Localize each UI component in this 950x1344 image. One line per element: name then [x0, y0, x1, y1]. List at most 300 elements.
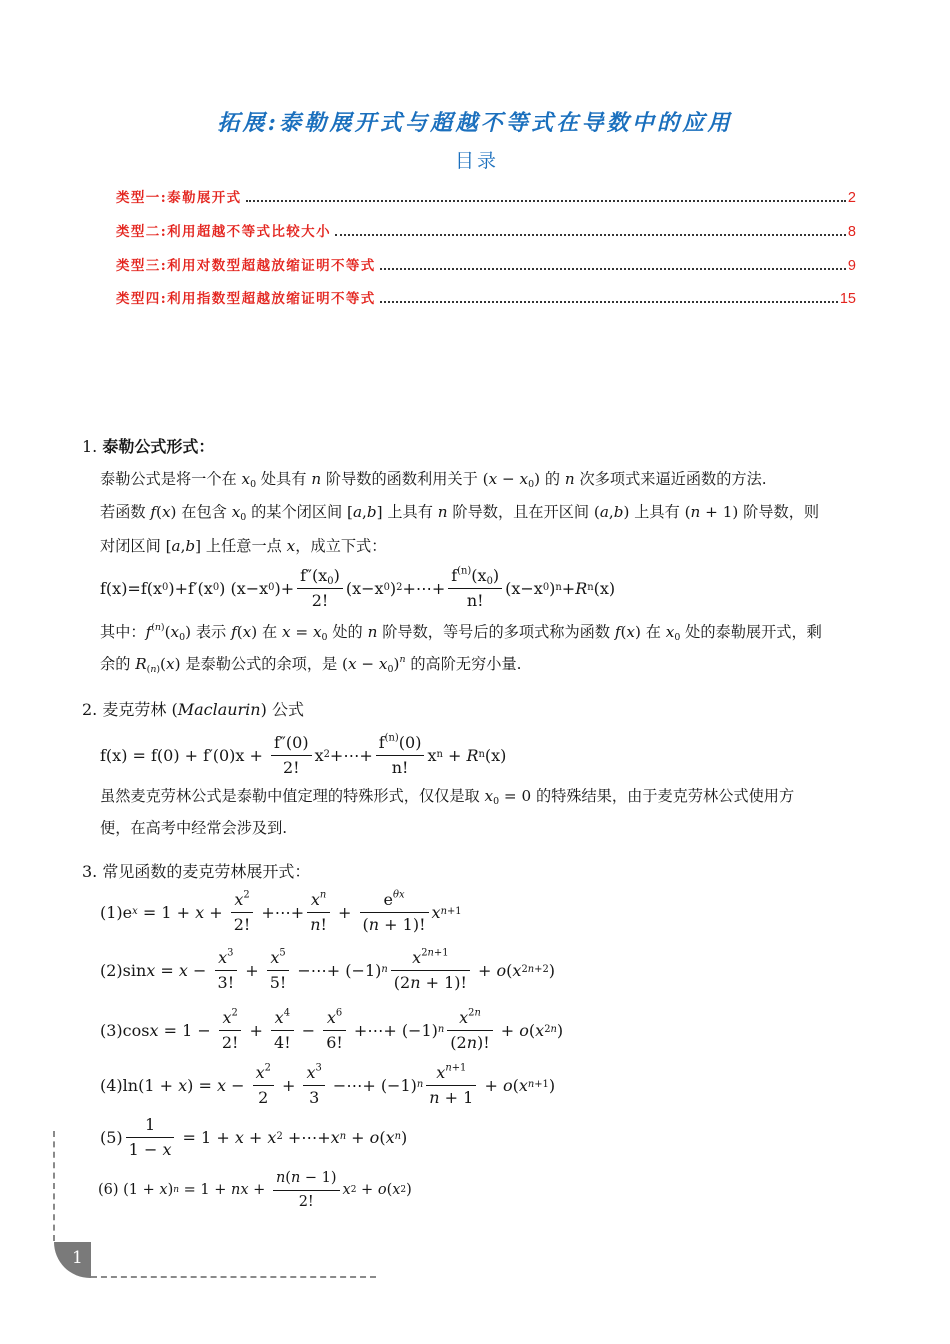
text-run: (: [285, 1170, 291, 1187]
math-variable: x: [459, 1007, 469, 1027]
math-variable: f: [231, 623, 237, 641]
superscript: [421, 947, 448, 958]
text-run: 2: [276, 1131, 283, 1142]
bold-text: 泰勒公式形式：: [102, 437, 215, 456]
text-run: +: [332, 902, 357, 922]
text-run: +: [561, 578, 576, 598]
text-run: ): [492, 565, 500, 585]
fraction-numerator: [219, 1008, 242, 1031]
text-run: ) 在包含: [170, 503, 232, 521]
text-run: + 1)!: [420, 972, 467, 992]
math-variable: n: [527, 964, 535, 975]
text-run: (x−x: [345, 578, 384, 598]
text-run: 6!: [326, 1032, 343, 1052]
fraction: [360, 890, 429, 935]
math-variable: n: [173, 1185, 180, 1195]
text-run: 2: [264, 1062, 271, 1074]
math-variable: x: [330, 1127, 340, 1147]
text-run: ) 是泰勒公式的余项，是 (: [174, 655, 348, 673]
text-run: +⋯+ (−1): [348, 1020, 438, 1040]
text-run: 5!: [269, 972, 287, 992]
math-variable: x: [267, 1127, 277, 1147]
text-run: e: [383, 889, 393, 909]
fraction-numerator: [391, 948, 470, 971]
math-variable: n: [275, 1170, 286, 1187]
text-run: ) 在: [634, 623, 666, 641]
text-run: 2: [231, 1007, 238, 1019]
text-run: ): [548, 960, 555, 980]
text-run: +1: [446, 906, 462, 917]
fraction-denominator: [323, 1031, 346, 1053]
toc-page-number: 9: [847, 258, 856, 274]
text-run: 0: [486, 575, 493, 587]
table-of-contents: [116, 186, 856, 321]
text-run: 2: [350, 1185, 357, 1195]
text-run: 2: [258, 1087, 269, 1107]
math-variable: o: [377, 1182, 387, 1198]
toc-page-number: 8: [847, 224, 856, 240]
math-variable: x: [274, 1007, 284, 1027]
fraction-numerator: [303, 1063, 324, 1086]
text-run: )!: [477, 1032, 490, 1052]
section-2-heading: [82, 700, 304, 720]
section-2-paragraph-line: [100, 786, 794, 806]
page-number: 1: [72, 1248, 83, 1268]
text-run: + 1: [439, 1087, 474, 1107]
superscript: [279, 947, 285, 958]
math-variable: Maclaurin: [177, 700, 261, 719]
fraction: [271, 733, 312, 778]
math-variable: x: [306, 1062, 316, 1082]
text-run: (n): [384, 732, 399, 744]
fraction: [303, 1063, 324, 1108]
fraction-denominator: [307, 913, 330, 935]
fraction: [391, 948, 470, 993]
math-variable: n: [381, 964, 388, 975]
fraction: [231, 890, 254, 935]
text-run: +⋯+: [329, 745, 373, 765]
text-run: 2!: [298, 1193, 314, 1210]
math-variable: n: [154, 621, 161, 633]
math-variable: x: [195, 902, 205, 922]
fraction-denominator: [273, 1191, 340, 1211]
text-run: 次多项式来逼近函数的方法.: [574, 470, 767, 488]
superscript: [393, 889, 405, 900]
fraction: [297, 566, 343, 611]
text-run: 0: [179, 631, 186, 643]
fraction-numerator: [271, 733, 312, 756]
text-run: n!: [391, 757, 409, 777]
document-title: 拓展:泰勒展开式与超越不等式在导数中的应用: [217, 110, 733, 136]
expansion-cos: [100, 1004, 563, 1056]
superscript: [457, 565, 471, 576]
math-variable: x: [326, 1007, 336, 1027]
text-run: +: [472, 960, 497, 980]
text-run: 2: [544, 1024, 551, 1035]
math-variable: n: [437, 503, 448, 521]
text-run: n: [436, 749, 443, 760]
text-run: 2: [400, 1185, 407, 1195]
text-run: 2: [396, 582, 403, 593]
math-variable: n: [394, 1131, 401, 1142]
toc-item-label: 类型一:泰勒展开式: [116, 190, 242, 206]
fraction-numerator: [323, 1008, 346, 1031]
text-run: +: [346, 1127, 370, 1147]
text-run: =: [155, 960, 179, 980]
text-run: 3!: [217, 972, 235, 992]
superscript: [385, 732, 399, 743]
fraction: [448, 566, 502, 611]
superscript: [265, 1062, 271, 1073]
text-run: 便，在高考中经常会涉及到.: [100, 819, 288, 837]
text-run: + 1)!: [379, 914, 426, 934]
math-variable: n: [399, 653, 406, 665]
fraction-denominator: [360, 913, 429, 935]
fraction-denominator: [253, 1086, 274, 1108]
text-run: 0: [327, 575, 334, 587]
text-run: ,: [608, 503, 614, 521]
text-run: (2: [450, 1032, 467, 1052]
math-variable: x: [159, 1182, 168, 1198]
text-run: 2!: [311, 590, 329, 610]
text-run: ) (x−x: [219, 578, 269, 598]
fraction: [215, 948, 238, 993]
toc-item-type-1[interactable]: [116, 186, 856, 206]
text-run: 2: [421, 947, 428, 959]
text-run: 1.: [82, 437, 103, 456]
fraction-denominator: [376, 756, 425, 778]
text-run: = 0 的特殊结果，由于麦克劳林公式使用方: [499, 787, 795, 805]
text-run: (5): [100, 1127, 123, 1147]
fraction-numerator: [273, 1169, 340, 1190]
fraction: [271, 1008, 294, 1053]
fraction-denominator: [267, 971, 290, 993]
text-run: (6) (1 +: [98, 1182, 160, 1198]
dotted-leader: [335, 234, 846, 236]
text-run: (: [151, 621, 155, 633]
math-variable: x: [665, 623, 675, 641]
toc-item-type-2[interactable]: [116, 220, 856, 240]
toc-item-label: 类型三:利用对数型超越放缩证明不等式: [116, 258, 376, 274]
text-run: −: [497, 470, 520, 488]
fraction-denominator: [219, 1031, 242, 1053]
text-run: ): [406, 1182, 412, 1198]
text-run: 4!: [274, 1032, 291, 1052]
text-run: 2: [521, 964, 528, 975]
math-variable: x: [240, 1182, 249, 1198]
math-variable: x: [234, 889, 244, 909]
text-run: (n): [457, 565, 472, 577]
math-variable: a: [171, 537, 181, 555]
text-run: f″(0): [274, 732, 309, 752]
text-run: (: [156, 503, 162, 521]
fraction-denominator: [271, 1031, 294, 1053]
text-run: 处具有: [256, 470, 312, 488]
fraction-numerator: [426, 1063, 476, 1086]
math-variable: θx: [392, 889, 405, 901]
text-run: ): [167, 1182, 174, 1198]
text-run: +: [243, 1127, 268, 1147]
fraction-numerator: [215, 948, 238, 971]
fraction-denominator: [215, 971, 238, 993]
text-run: ): [556, 1020, 564, 1040]
text-run: 处的: [327, 623, 368, 641]
text-run: 0: [162, 582, 169, 593]
text-run: 0: [212, 582, 220, 593]
math-variable: x: [161, 503, 171, 521]
text-run: +1: [433, 947, 449, 959]
text-run: (: [146, 663, 151, 675]
text-run: ) 在: [251, 623, 282, 641]
text-run: −: [296, 1020, 321, 1040]
text-run: (: [506, 960, 513, 980]
math-variable: x: [218, 947, 228, 967]
text-run: 2!: [233, 914, 251, 934]
text-run: n: [555, 582, 562, 593]
section-3-heading: [82, 862, 310, 882]
dashed-footer-line: [91, 1276, 376, 1278]
math-variable: x: [518, 1075, 528, 1095]
fraction-denominator: [231, 913, 254, 935]
superscript: [445, 1062, 466, 1073]
text-run: 虽然麦克劳林公式是泰勒中值定理的特殊形式，仅仅是取: [100, 787, 485, 805]
text-run: (0): [398, 732, 422, 752]
section-1-note-line: [100, 654, 521, 674]
text-run: −: [225, 1075, 250, 1095]
math-variable: x: [282, 623, 291, 641]
text-run: ，成立下式：: [295, 537, 387, 555]
toc-item-type-3[interactable]: [116, 254, 856, 274]
fraction-denominator: [447, 1031, 492, 1053]
text-run: +1: [534, 1079, 549, 1090]
superscript: [284, 1007, 290, 1018]
math-variable: n: [410, 972, 421, 992]
text-run: 阶导数，等号后的多项式称为函数: [377, 623, 615, 641]
text-run: 的高阶无穷小量.: [405, 655, 522, 673]
math-variable: n: [466, 1032, 478, 1052]
math-variable: x: [378, 655, 388, 673]
math-variable: x: [310, 889, 320, 909]
text-run: 1 −: [128, 1139, 163, 1159]
fraction-numerator: [307, 890, 330, 913]
math-variable: x: [392, 1182, 401, 1198]
text-run: +⋯+: [402, 578, 446, 598]
text-run: (: [362, 914, 369, 934]
dotted-leader: [380, 301, 838, 303]
math-variable: x: [342, 1182, 351, 1198]
text-run: x: [314, 745, 324, 765]
section-2-paragraph-line: [100, 818, 287, 838]
text-run: 4: [283, 1007, 290, 1019]
text-run: 2: [243, 889, 250, 901]
section-1-paragraph-line: [100, 536, 386, 556]
text-run: 2. 麦克劳林 (: [82, 700, 178, 719]
math-variable: b: [613, 503, 624, 521]
math-variable: x: [626, 623, 635, 641]
dotted-leader: [246, 200, 846, 202]
text-run: 对闭区间 [: [100, 537, 172, 555]
math-variable: n: [311, 470, 322, 488]
text-run: f(x) = f(0) + f′(0)x +: [100, 745, 268, 765]
math-variable: o: [519, 1020, 529, 1040]
math-variable: x: [385, 1127, 395, 1147]
math-variable: n: [550, 1024, 557, 1035]
math-variable: x: [512, 960, 522, 980]
math-variable: o: [496, 960, 507, 980]
text-run: (x): [593, 578, 616, 598]
text-run: (4)ln(1 +: [100, 1075, 179, 1095]
text-run: 5: [279, 947, 286, 959]
text-run: 阶导数，且在开区间 (: [447, 503, 600, 521]
fraction: [126, 1115, 175, 1160]
math-variable: n: [690, 503, 701, 521]
text-run: +⋯+: [282, 1127, 331, 1147]
fraction-numerator: [126, 1115, 175, 1138]
text-run: = 1 +: [177, 1127, 235, 1147]
math-variable: x: [165, 655, 175, 673]
math-variable: x: [146, 960, 156, 980]
text-run: ): [548, 1075, 556, 1095]
text-run: (: [379, 1127, 386, 1147]
text-run: ) 上具有 (: [623, 503, 691, 521]
text-run: f: [451, 565, 458, 585]
fraction-numerator: [253, 1063, 274, 1086]
fraction-numerator: [447, 1008, 492, 1031]
math-variable: a: [352, 503, 363, 521]
math-variable: n: [367, 623, 378, 641]
toc-page-number: 15: [839, 291, 856, 307]
text-run: ) 公式: [260, 700, 304, 719]
text-run: (: [160, 655, 166, 673]
fraction-denominator: [271, 756, 312, 778]
text-run: (: [164, 623, 171, 641]
text-run: n!: [466, 590, 484, 610]
text-run: −⋯+ (−1): [292, 960, 382, 980]
math-variable: x: [431, 902, 441, 922]
fraction-denominator: [448, 589, 502, 611]
text-run: +: [204, 902, 228, 922]
text-run: n: [478, 749, 485, 760]
math-variable: n: [310, 914, 321, 934]
fraction-numerator: [267, 948, 290, 971]
text-run: 泰勒公式是将一个在: [100, 470, 242, 488]
section-1-paragraph-line: [100, 502, 819, 522]
math-variable: x: [312, 623, 322, 641]
text-run: (2)sin: [100, 960, 147, 980]
text-run: ): [400, 1127, 408, 1147]
text-run: ] 上具有: [376, 503, 438, 521]
superscript: [227, 947, 233, 958]
fraction-numerator: [297, 566, 343, 589]
text-run: 0: [674, 631, 681, 643]
text-run: x: [427, 745, 437, 765]
text-run: −: [356, 655, 379, 673]
math-variable: x: [347, 655, 357, 673]
page-number-badge: [54, 1242, 91, 1278]
text-run: 6: [335, 1007, 343, 1019]
text-run: (x: [471, 565, 487, 585]
text-run: = 1 +: [179, 1182, 232, 1198]
math-variable: n: [429, 1087, 440, 1107]
fraction-denominator: [297, 589, 343, 611]
section-1-note-line: [100, 622, 822, 642]
expansion-binomial: [98, 1164, 412, 1216]
math-variable: n: [416, 1079, 424, 1090]
superscript: [151, 622, 164, 633]
text-run: +: [442, 745, 467, 765]
math-variable: x: [484, 787, 494, 805]
text-run: +: [356, 1182, 378, 1198]
text-run: ) 表示: [185, 623, 232, 641]
text-run: ): [549, 578, 556, 598]
fraction: [307, 890, 330, 935]
math-variable: a: [599, 503, 609, 521]
math-variable: x: [270, 947, 280, 967]
text-run: f: [378, 732, 385, 752]
text-run: 处的泰勒展开式，剩: [680, 623, 822, 641]
math-variable: n: [231, 1182, 241, 1198]
math-variable: n: [474, 1007, 481, 1019]
text-run: f(x)=f(x: [100, 578, 163, 598]
text-run: (1)e: [100, 902, 133, 922]
math-variable: x: [535, 1020, 545, 1040]
text-run: ): [160, 621, 165, 633]
text-run: 1: [144, 1114, 156, 1134]
text-run: +2: [534, 964, 549, 975]
text-run: +: [495, 1020, 520, 1040]
text-run: 3. 常见函数的麦克劳林展开式：: [82, 862, 311, 881]
dotted-leader: [380, 268, 846, 270]
fraction-denominator: [426, 1086, 476, 1108]
fraction: [253, 1063, 274, 1108]
math-variable: n: [339, 1131, 347, 1142]
math-variable: x: [162, 1139, 172, 1159]
text-run: 2: [323, 749, 330, 760]
text-run: − 1): [300, 1170, 337, 1187]
math-variable: o: [369, 1127, 380, 1147]
text-run: 的某个闭区间 [: [246, 503, 353, 521]
text-run: ) =: [187, 1075, 217, 1095]
text-run: f″(x: [300, 565, 328, 585]
text-run: ,: [362, 503, 367, 521]
text-run: 其中：: [100, 623, 146, 641]
math-variable: b: [366, 503, 377, 521]
text-run: 0: [321, 631, 328, 643]
text-run: =: [290, 623, 313, 641]
section-1-heading: [82, 437, 214, 457]
text-run: (: [528, 1020, 536, 1040]
math-variable: n: [437, 1024, 445, 1035]
fraction-numerator: [376, 733, 425, 756]
text-run: 0: [528, 478, 535, 490]
text-run: 0: [493, 795, 500, 807]
math-variable: R: [466, 745, 479, 765]
text-run: 0: [383, 582, 390, 593]
toc-item-label: 类型二:利用超越不等式比较大小: [116, 224, 331, 240]
fraction: [267, 948, 290, 993]
text-run: 2!: [221, 1032, 239, 1052]
text-run: (: [236, 623, 243, 641]
text-run: 3: [315, 1062, 322, 1074]
math-variable: n: [445, 1062, 452, 1074]
fraction: [426, 1063, 476, 1108]
math-variable: x: [242, 623, 252, 641]
fraction-denominator: [303, 1086, 324, 1108]
text-run: 0: [268, 582, 275, 593]
toc-item-type-4[interactable]: [116, 287, 856, 307]
math-variable: x: [222, 1007, 232, 1027]
text-run: −⋯+ (−1): [327, 1075, 417, 1095]
